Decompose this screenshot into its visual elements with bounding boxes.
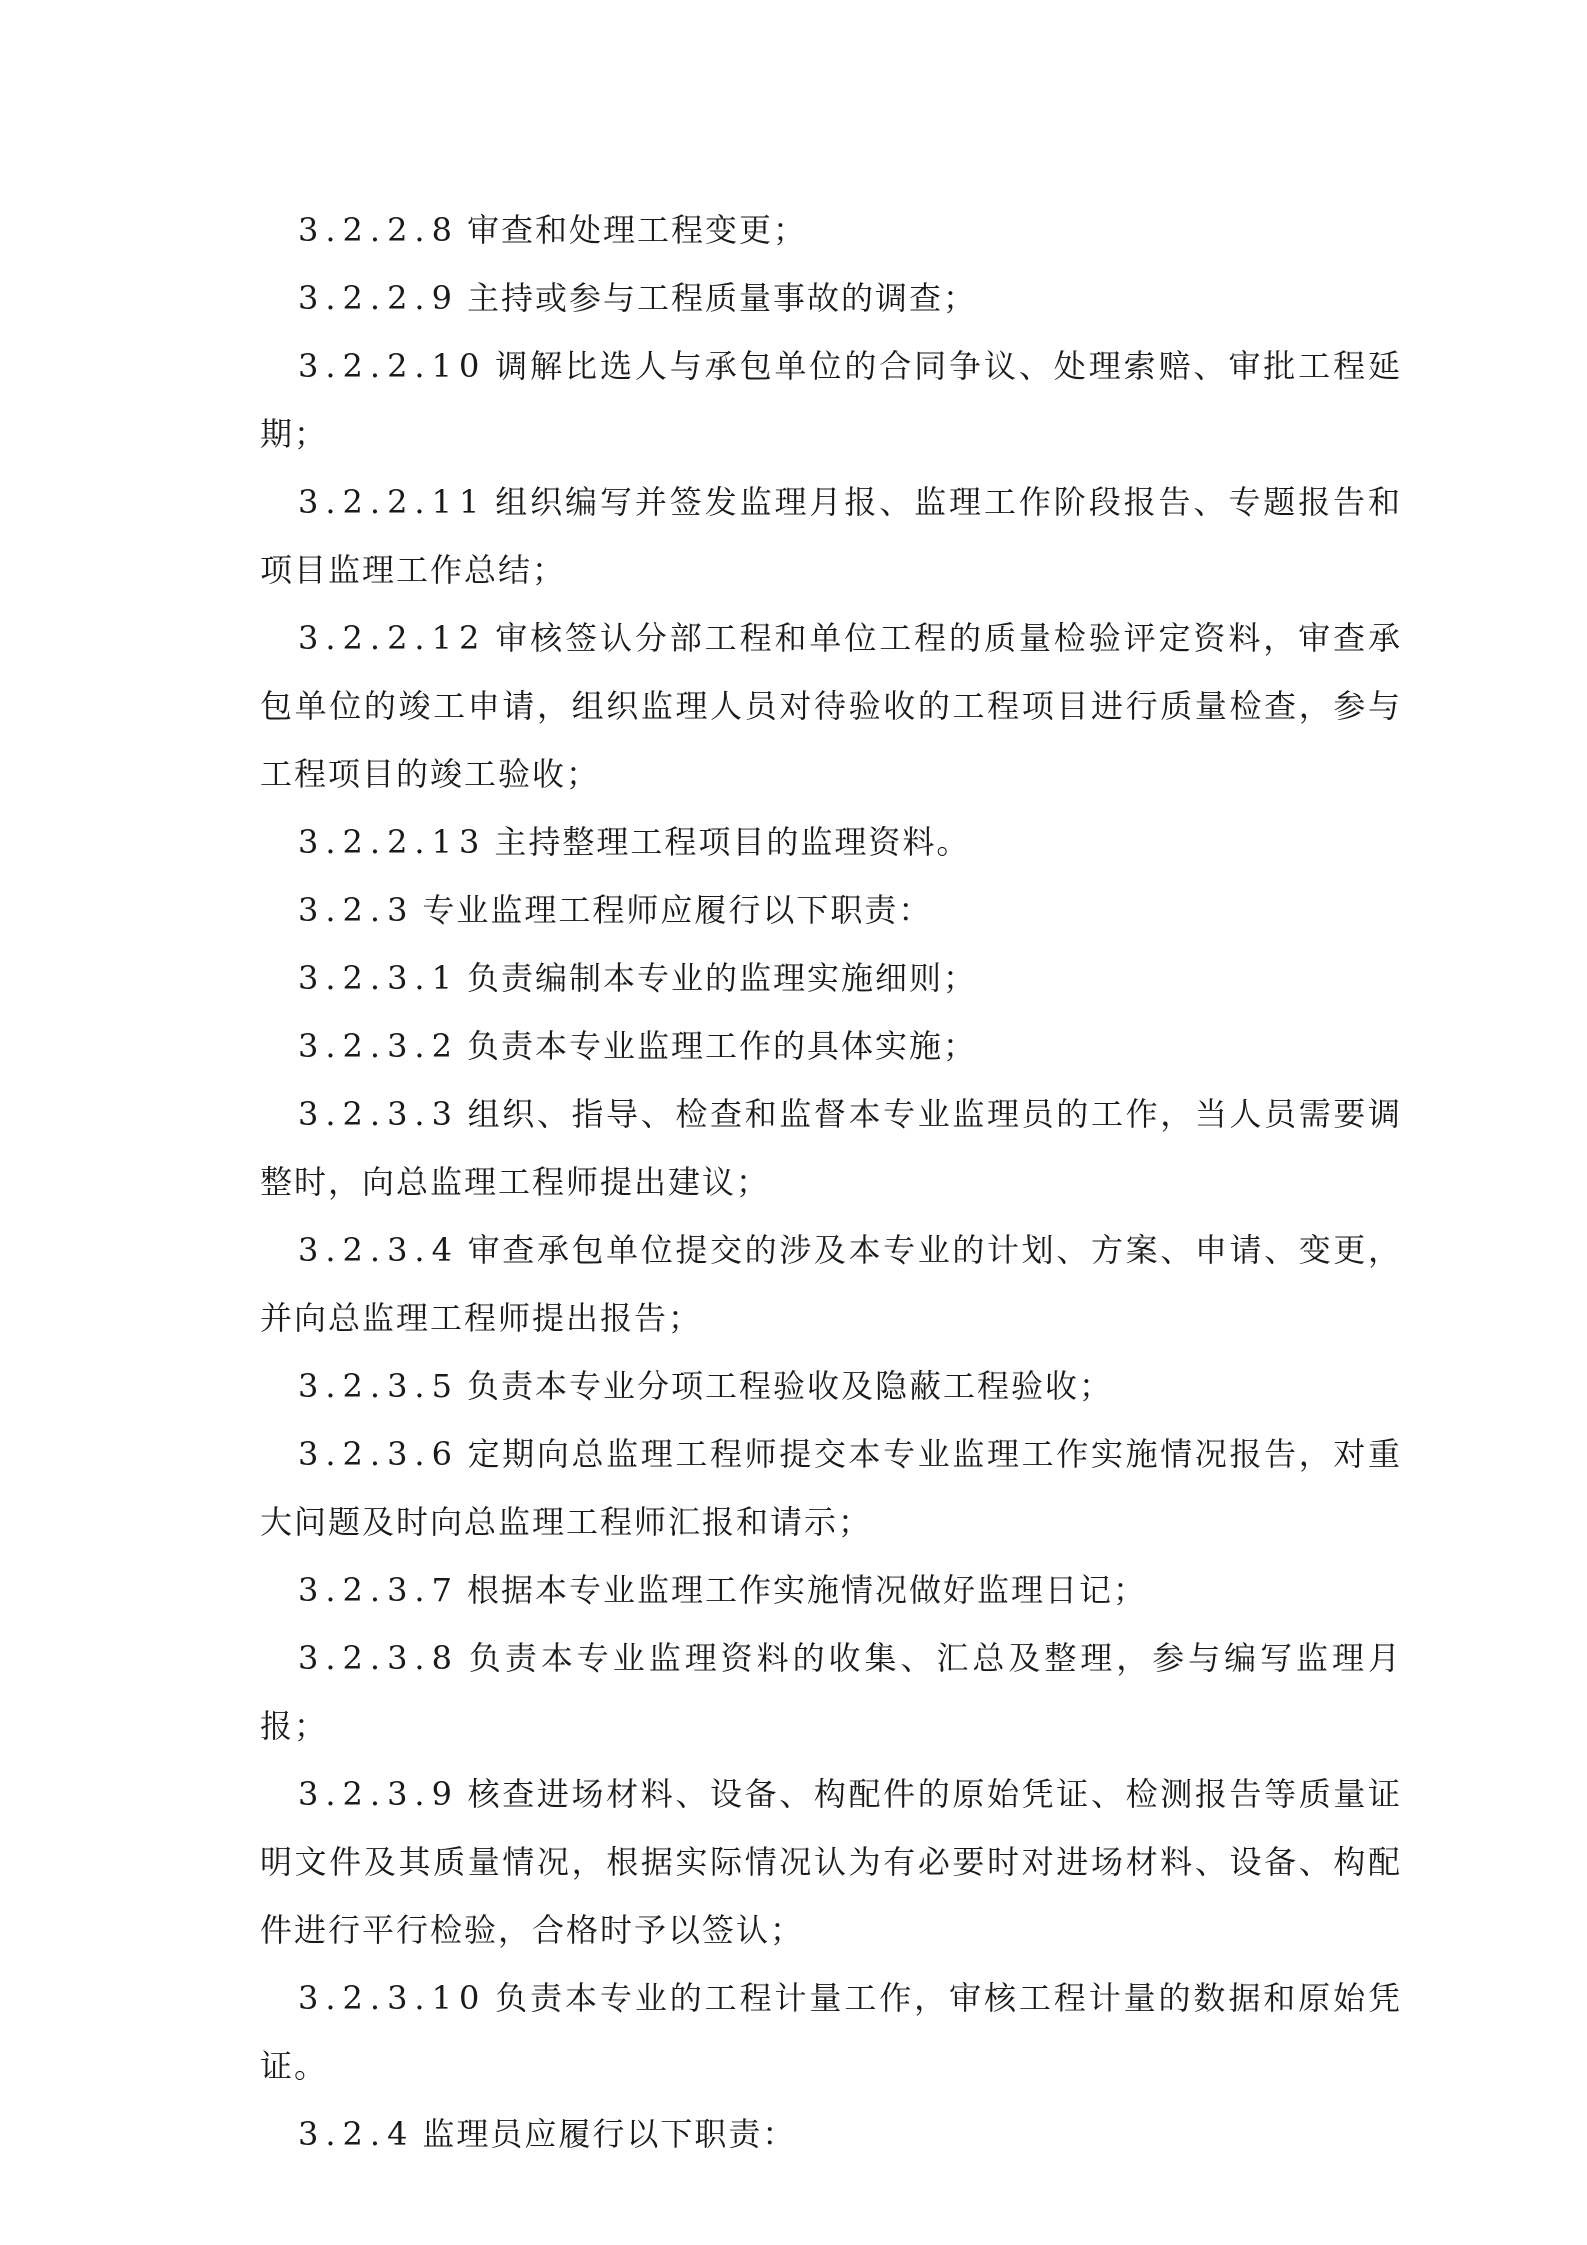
clause-text: 调解比选人与承包单位的合同争议、处理索赔、审批工程延期； bbox=[260, 347, 1402, 453]
clause-paragraph bbox=[260, 1420, 1402, 1556]
clause-number: 3.2.3.9 bbox=[298, 1775, 459, 1813]
section-heading bbox=[260, 876, 1402, 944]
clause-paragraph bbox=[260, 332, 1402, 468]
clause-paragraph bbox=[260, 604, 1402, 808]
clause-number: 3.2.2.13 bbox=[298, 823, 487, 861]
clause-number: 3.2.3.8 bbox=[298, 1639, 459, 1677]
clause-text: 核查进场材料、设备、构配件的原始凭证、检测报告等质量证明文件及其质量情况，根据实际情况认为有必要时对进场材料、设备、构配件进行平行检验，合格时予以签认； bbox=[260, 1775, 1402, 1949]
clause-number: 3.2.2.10 bbox=[298, 347, 487, 385]
clause-number: 3.2.3.5 bbox=[298, 1367, 459, 1405]
clause-text: 专业监理工程师应履行以下职责： bbox=[422, 891, 933, 929]
clause-paragraph bbox=[260, 1012, 1402, 1080]
clause-number: 3.2.2.9 bbox=[298, 279, 459, 317]
clause-paragraph bbox=[260, 1964, 1402, 2100]
document-body bbox=[260, 196, 1402, 2168]
clause-text: 负责本专业分项工程验收及隐蔽工程验收； bbox=[466, 1367, 1113, 1405]
clause-number: 3.2.3.3 bbox=[298, 1095, 459, 1133]
clause-number: 3.2.4 bbox=[298, 2115, 415, 2153]
section-heading bbox=[260, 2100, 1402, 2168]
clause-text: 负责编制本专业的监理实施细则； bbox=[466, 959, 977, 997]
clause-text: 组织、指导、检查和监督本专业监理员的工作，当人员需要调整时，向总监理工程师提出建议； bbox=[260, 1095, 1402, 1201]
clause-text: 负责本专业监理工作的具体实施； bbox=[466, 1027, 977, 1065]
clause-number: 3.2.3.10 bbox=[298, 1979, 487, 2017]
clause-number: 3.2.3.2 bbox=[298, 1027, 459, 1065]
clause-text: 审查和处理工程变更； bbox=[466, 211, 807, 249]
clause-text: 定期向总监理工程师提交本专业监理工作实施情况报告，对重大问题及时向总监理工程师汇报和请示； bbox=[260, 1435, 1402, 1541]
clause-paragraph bbox=[260, 1352, 1402, 1420]
clause-paragraph bbox=[260, 468, 1402, 604]
clause-number: 3.2.3 bbox=[298, 891, 415, 929]
clause-text: 组织编写并签发监理月报、监理工作阶段报告、专题报告和项目监理工作总结； bbox=[260, 483, 1402, 589]
clause-number: 3.2.3.4 bbox=[298, 1231, 459, 1269]
clause-text: 主持整理工程项目的监理资料。 bbox=[494, 823, 971, 861]
clause-text: 负责本专业的工程计量工作，审核工程计量的数据和原始凭证。 bbox=[260, 1979, 1402, 2085]
clause-number: 3.2.2.11 bbox=[298, 483, 487, 521]
clause-paragraph bbox=[260, 944, 1402, 1012]
clause-number: 3.2.2.12 bbox=[298, 619, 487, 657]
clause-paragraph bbox=[260, 1556, 1402, 1624]
clause-paragraph bbox=[260, 1760, 1402, 1964]
clause-text: 主持或参与工程质量事故的调查； bbox=[466, 279, 977, 317]
clause-paragraph bbox=[260, 1080, 1402, 1216]
clause-number: 3.2.3.6 bbox=[298, 1435, 459, 1473]
clause-paragraph bbox=[260, 1624, 1402, 1760]
clause-paragraph bbox=[260, 264, 1402, 332]
clause-text: 审核签认分部工程和单位工程的质量检验评定资料，审查承包单位的竣工申请，组织监理人员对待验收的工程项目进行质量检查，参与工程项目的竣工验收； bbox=[260, 619, 1402, 793]
clause-number: 3.2.3.7 bbox=[298, 1571, 459, 1609]
clause-paragraph bbox=[260, 196, 1402, 264]
clause-text: 负责本专业监理资料的收集、汇总及整理，参与编写监理月报； bbox=[260, 1639, 1402, 1745]
clause-paragraph bbox=[260, 1216, 1402, 1352]
clause-text: 根据本专业监理工作实施情况做好监理日记； bbox=[466, 1571, 1147, 1609]
clause-paragraph bbox=[260, 808, 1402, 876]
clause-text: 监理员应履行以下职责： bbox=[422, 2115, 797, 2153]
clause-number: 3.2.2.8 bbox=[298, 211, 459, 249]
clause-text: 审查承包单位提交的涉及本专业的计划、方案、申请、变更，并向总监理工程师提出报告； bbox=[260, 1231, 1402, 1337]
clause-number: 3.2.3.1 bbox=[298, 959, 459, 997]
